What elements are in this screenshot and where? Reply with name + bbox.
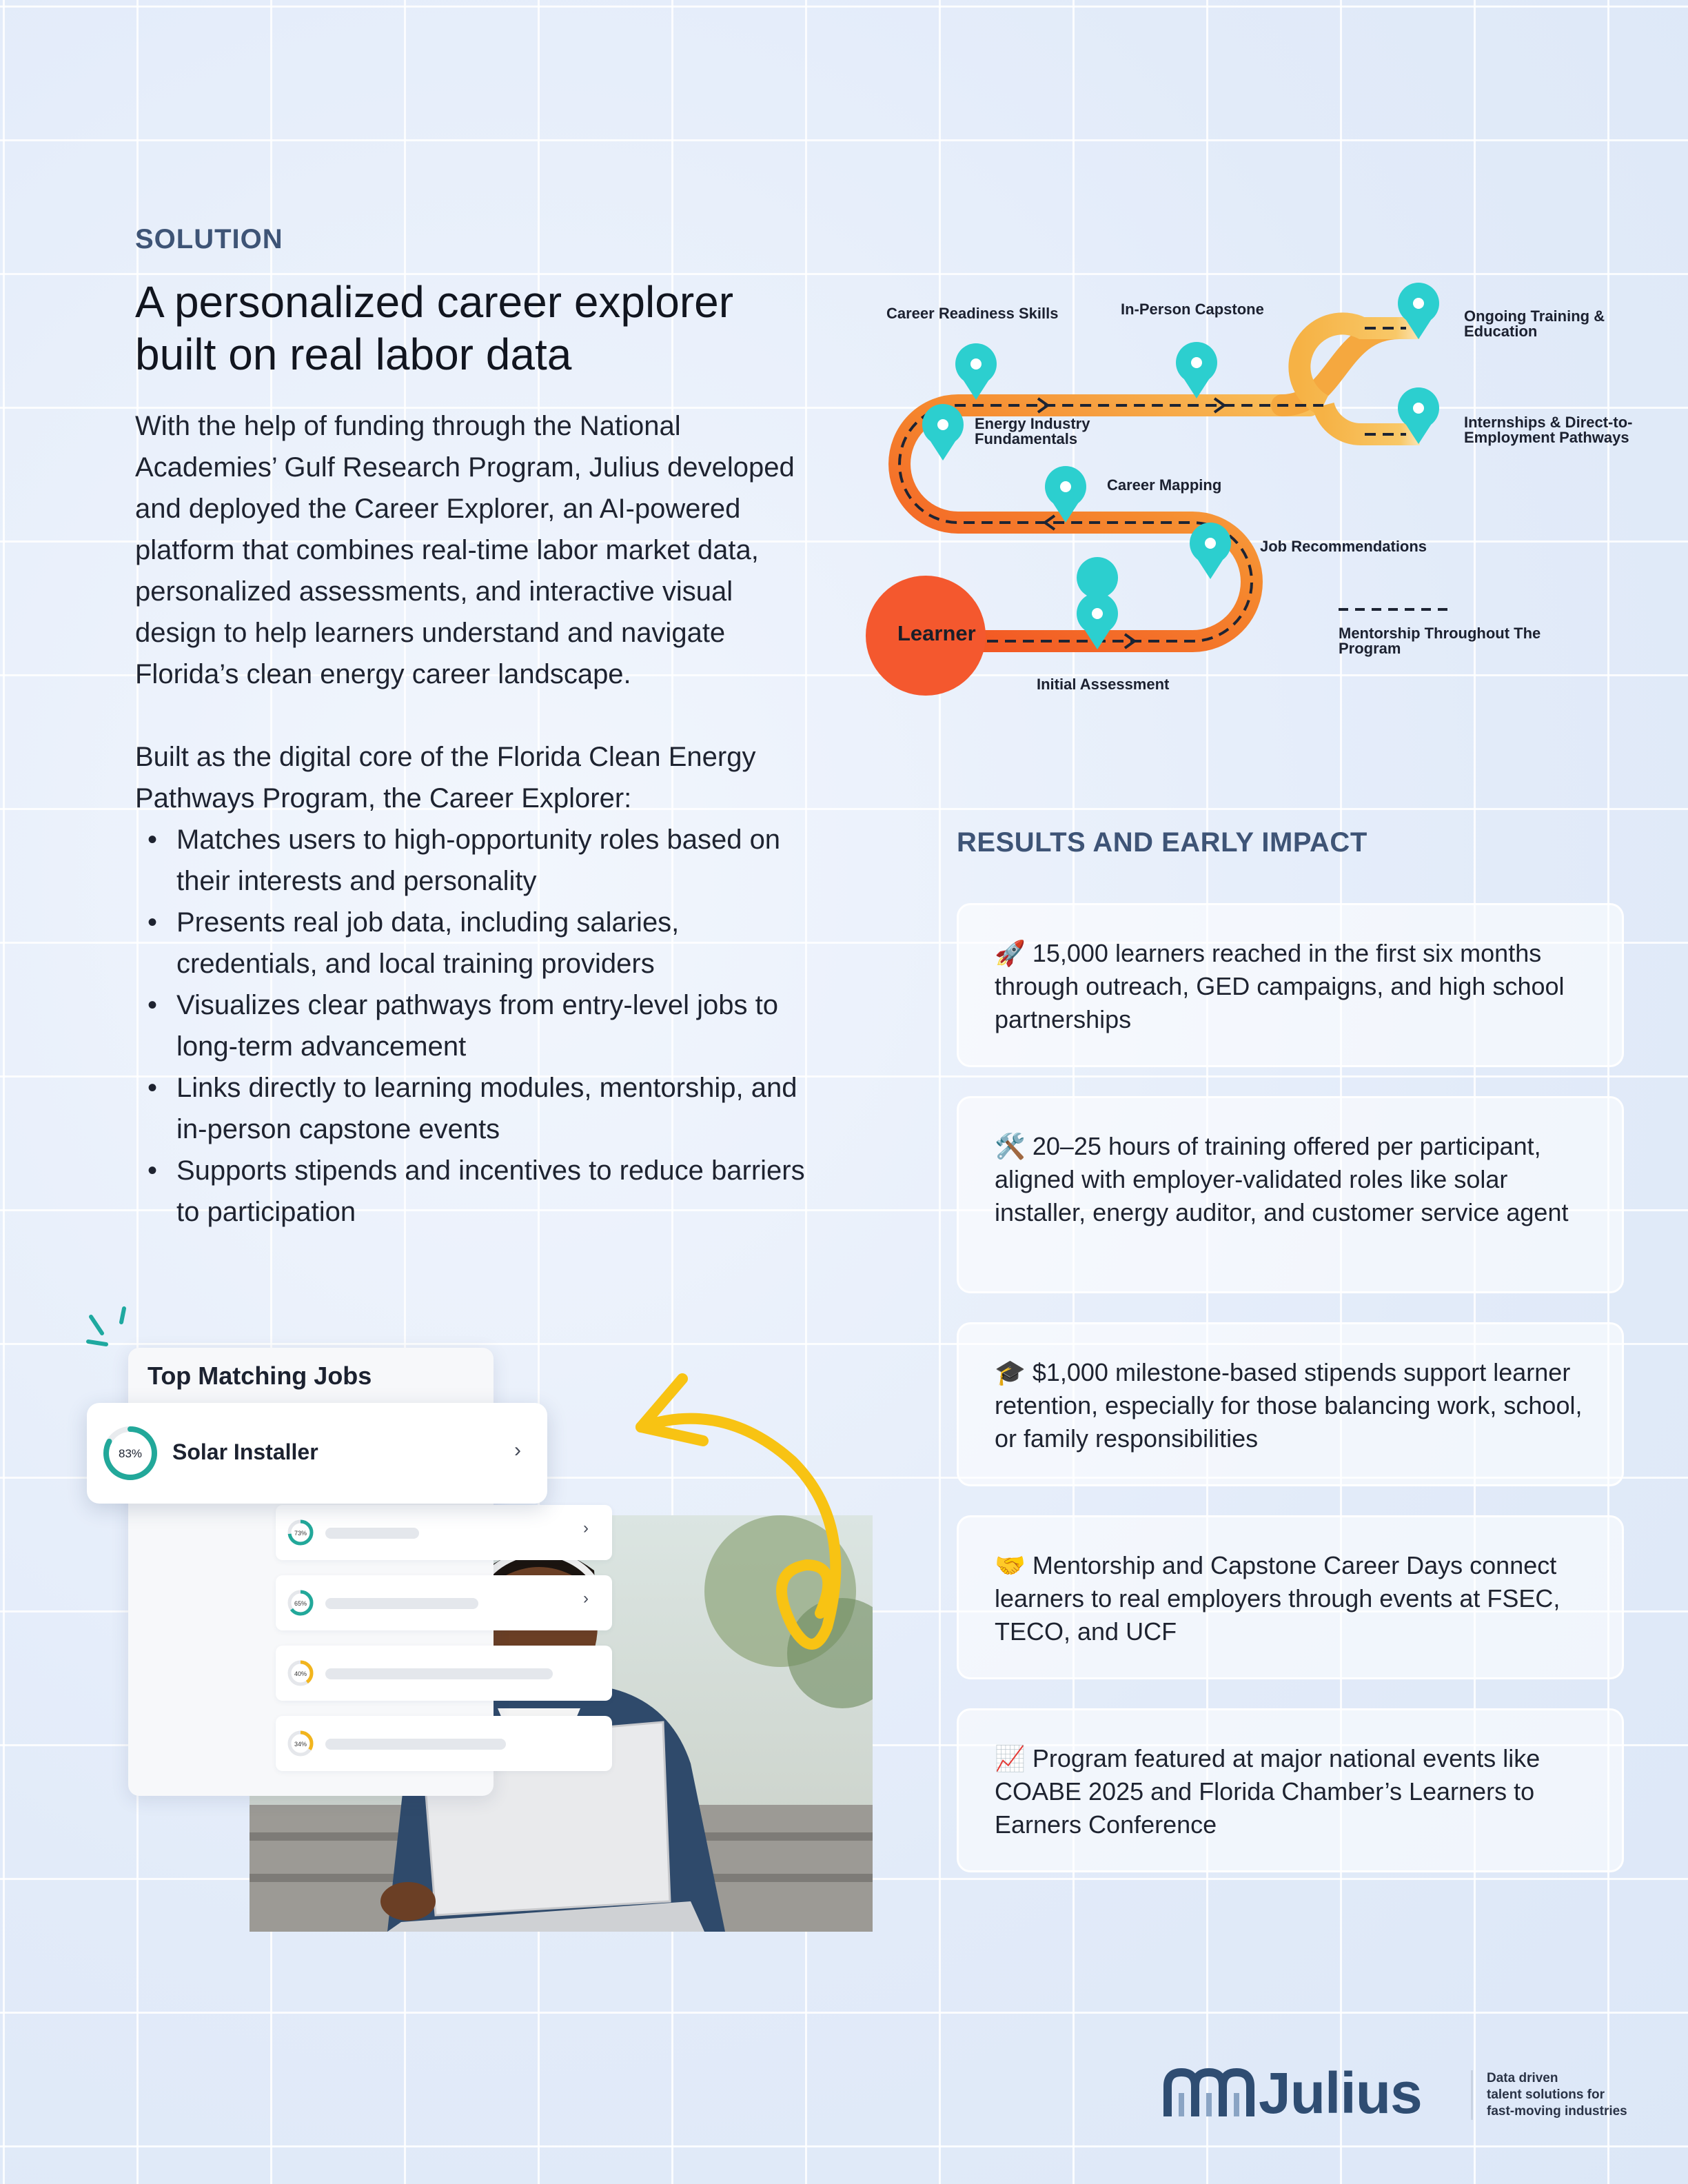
job-title-placeholder: [325, 1668, 553, 1679]
roadmap-stop-label: Career Mapping: [1107, 476, 1222, 494]
roadmap-stop-label: Energy Industry Fundamentals: [975, 415, 1090, 447]
job-title-placeholder: [325, 1739, 506, 1750]
results-heading: RESULTS AND EARLY IMPACT: [957, 827, 1367, 858]
job-row[interactable]: [276, 1646, 612, 1701]
match-ring: [287, 1589, 314, 1617]
chevron-right-icon: ›: [583, 1519, 589, 1537]
map-pin-icon: [922, 404, 964, 461]
list-item: • Links directly to learning modules, mentorship, and in-person capstone events: [176, 1067, 811, 1150]
graduation-cap-icon: 🎓: [995, 1358, 1026, 1386]
tools-icon: 🛠️: [995, 1132, 1026, 1160]
map-pin-icon: [1176, 342, 1217, 398]
roadmap-upper-branch: [1299, 323, 1420, 405]
result-text: 20–25 hours of training offered per participant, aligned with employer-validated roles like solar installer, energy auditor, and customer service agent: [995, 1132, 1569, 1226]
jobs-widget-title: Top Matching Jobs: [148, 1362, 372, 1390]
solution-body: [135, 405, 811, 1233]
brand-name: Julius: [1259, 2061, 1422, 2125]
list-item: • Matches users to high-opportunity roles based on their interests and personality: [176, 819, 811, 902]
job-row[interactable]: [276, 1575, 612, 1630]
result-text: $1,000 milestone-based stipends support learner retention, especially for those balancing work, school, or family responsibilities: [995, 1358, 1583, 1453]
handshake-icon: 🤝: [995, 1551, 1026, 1579]
section-eyebrow: SOLUTION: [135, 224, 283, 254]
result-card: [957, 1096, 1624, 1293]
match-ring: [101, 1424, 160, 1483]
job-title-placeholder: [325, 1598, 478, 1609]
tagline-line: fast-moving industries: [1487, 2104, 1627, 2119]
result-card: [957, 903, 1624, 1067]
tagline-line: talent solutions for: [1487, 2087, 1605, 2102]
result-card: [957, 1708, 1624, 1872]
page-headline: A personalized career explorer built on real labor data: [135, 277, 734, 379]
rocket-icon: 🚀: [995, 939, 1026, 967]
brand-tagline: [1471, 2070, 1627, 2120]
result-card: [957, 1322, 1624, 1486]
chart-increasing-icon: 📈: [995, 1744, 1026, 1772]
result-card: [957, 1515, 1624, 1679]
result-text: Mentorship and Capstone Career Days connect learners to real employers through events at FSEC, TECO, and UCF: [995, 1551, 1560, 1646]
roadmap-stop-label: In-Person Capstone: [1121, 301, 1264, 318]
list-item: • Presents real job data, including salaries, credentials, and local training providers: [176, 902, 811, 984]
list-item: • Visualizes clear pathways from entry-level jobs to long-term advancement: [176, 984, 811, 1067]
map-pin-icon: [1190, 523, 1231, 579]
list-intro-paragraph: Built as the digital core of the Florida Clean Energy Pathways Program, the Career Explorer:: [135, 742, 756, 813]
roadmap-stop-label: Ongoing Training & Education: [1464, 307, 1605, 340]
julius-logo-mark: [1163, 2065, 1257, 2121]
result-text: 15,000 learners reached in the first six months through outreach, GED campaigns, and high school partnerships: [995, 939, 1565, 1033]
result-text: Program featured at major national events like COABE 2025 and Florida Chamber’s Learners to Earners Conference: [995, 1744, 1540, 1839]
legend-label: Mentorship Throughout The Program: [1339, 625, 1541, 657]
intro-paragraph: With the help of funding through the National Academies’ Gulf Research Program, Julius developed and deployed the Career Explorer, an AI-powered platform that combines real-time labor market data, personalized assessments, and interactive visual design to help learners understand and navigate Florida’s clean energy career landscape.: [135, 411, 795, 689]
list-item: • Supports stipends and incentives to reduce barriers to participation: [176, 1150, 811, 1233]
roadmap-stop-label: Internships & Direct-to-Employment Pathways: [1464, 414, 1633, 446]
map-pin-icon: [955, 343, 997, 400]
match-ring: [287, 1659, 314, 1687]
match-label: 65%: [294, 1600, 307, 1607]
match-label: 40%: [294, 1670, 307, 1677]
job-row[interactable]: [276, 1716, 612, 1771]
match-label: 83%: [118, 1447, 143, 1460]
learner-label: Learner: [897, 621, 976, 645]
career-roadmap: [855, 262, 1668, 717]
tagline-line: Data driven: [1487, 2071, 1558, 2085]
match-label: 34%: [294, 1741, 307, 1748]
chevron-right-icon: ›: [583, 1589, 589, 1608]
match-label: 73%: [294, 1530, 307, 1537]
roadmap-stop-label: Career Readiness Skills: [886, 305, 1059, 322]
chevron-right-icon: ›: [514, 1439, 521, 1462]
match-ring: [287, 1730, 314, 1757]
top-job-title[interactable]: Solar Installer: [172, 1439, 318, 1464]
roadmap-stop-label: Job Recommendations: [1260, 538, 1427, 555]
feature-list: [135, 819, 811, 1233]
job-title-placeholder: [325, 1528, 419, 1539]
job-row[interactable]: [276, 1505, 612, 1560]
match-ring: [287, 1519, 314, 1546]
roadmap-stop-label: Initial Assessment: [1037, 676, 1170, 693]
